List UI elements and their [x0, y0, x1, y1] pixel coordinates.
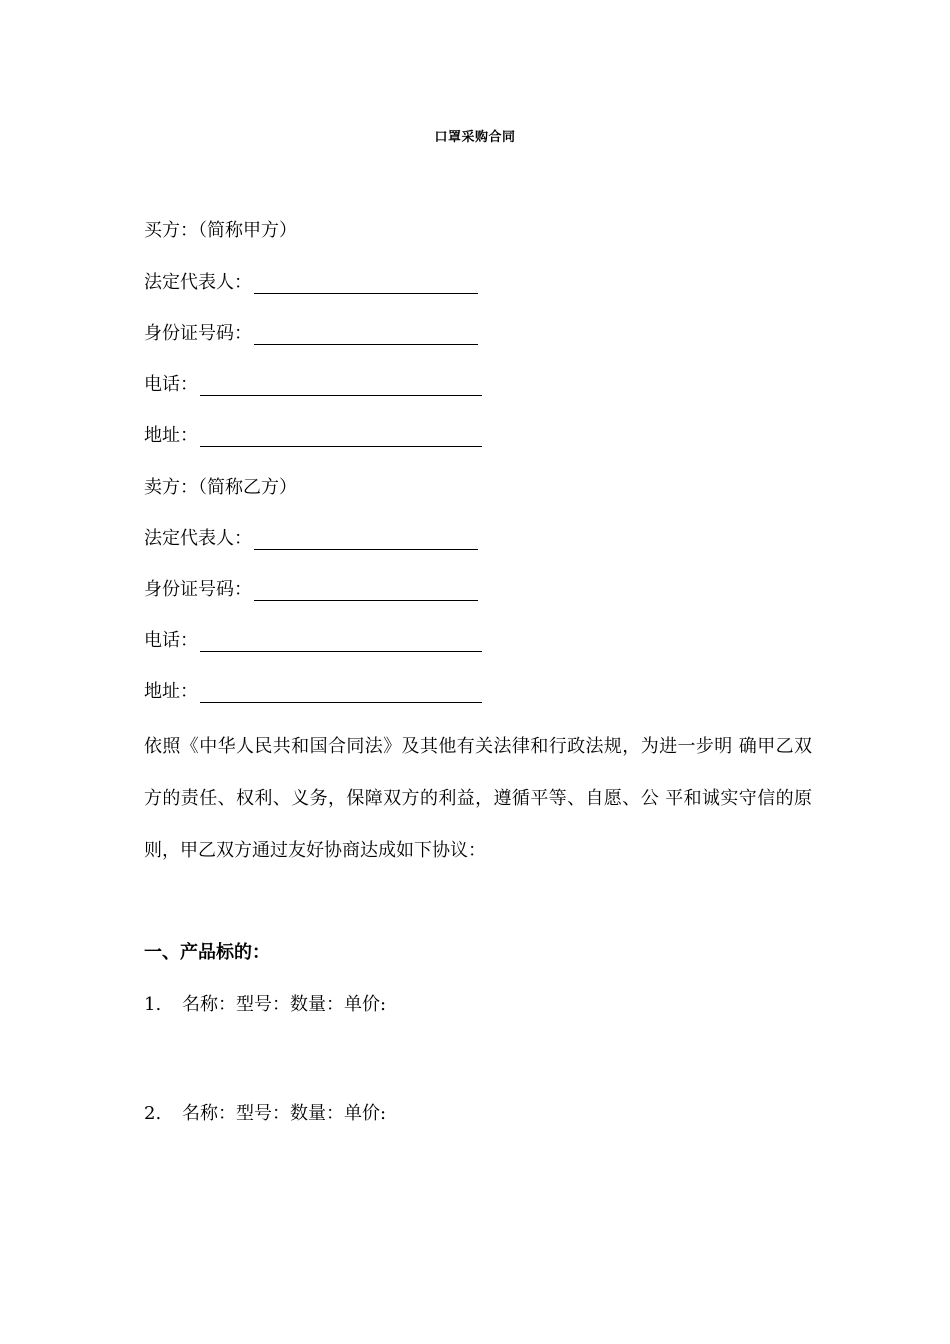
buyer-phone-label: 电话： — [144, 374, 198, 395]
seller-id-blank[interactable] — [254, 582, 478, 601]
product-item-number: 1. — [144, 994, 162, 1015]
buyer-legal-rep-row — [144, 272, 478, 294]
product-item-text: 名称：型号：数量：单价: — [182, 1103, 387, 1124]
buyer-legal-rep-label: 法定代表人： — [144, 272, 252, 293]
seller-phone-row — [144, 630, 482, 652]
buyer-id-row — [144, 323, 478, 345]
seller-address-blank[interactable] — [200, 684, 482, 703]
buyer-id-blank[interactable] — [254, 326, 478, 345]
buyer-address-blank[interactable] — [200, 428, 482, 447]
product-item-number: 2. — [144, 1103, 162, 1124]
seller-legal-rep-blank[interactable] — [254, 531, 478, 550]
seller-address-label: 地址： — [144, 681, 198, 702]
buyer-address-row — [144, 425, 482, 447]
section1-heading: 一、产品标的： — [144, 942, 270, 963]
product-item — [144, 990, 386, 1016]
buyer-heading: 买方：（简称甲方） — [144, 220, 297, 241]
buyer-address-label: 地址： — [144, 425, 198, 446]
seller-phone-label: 电话： — [144, 630, 198, 651]
buyer-id-label: 身份证号码： — [144, 323, 252, 344]
buyer-legal-rep-blank[interactable] — [254, 275, 478, 294]
seller-phone-blank[interactable] — [200, 633, 482, 652]
preamble-paragraph: 依照《中华人民共和国合同法》及其他有关法律和行政法规，为进一步明 确甲乙双方的责任、权利、义务，保障双方的利益，遵循平等、自愿、公 平和诚实守信的原则，甲乙双方通过友好协商达成如下协议： — [144, 736, 812, 861]
seller-heading: 卖方：（简称乙方） — [144, 477, 297, 498]
seller-legal-rep-row — [144, 528, 478, 550]
document-title: 口罩采购合同 — [434, 130, 516, 145]
buyer-phone-row — [144, 374, 482, 396]
seller-legal-rep-label: 法定代表人： — [144, 528, 252, 549]
seller-id-row — [144, 579, 478, 601]
seller-id-label: 身份证号码： — [144, 579, 252, 600]
product-item-text: 名称：型号：数量：单价: — [182, 994, 387, 1015]
seller-address-row — [144, 681, 482, 703]
buyer-phone-blank[interactable] — [200, 377, 482, 396]
product-item — [144, 1099, 386, 1125]
